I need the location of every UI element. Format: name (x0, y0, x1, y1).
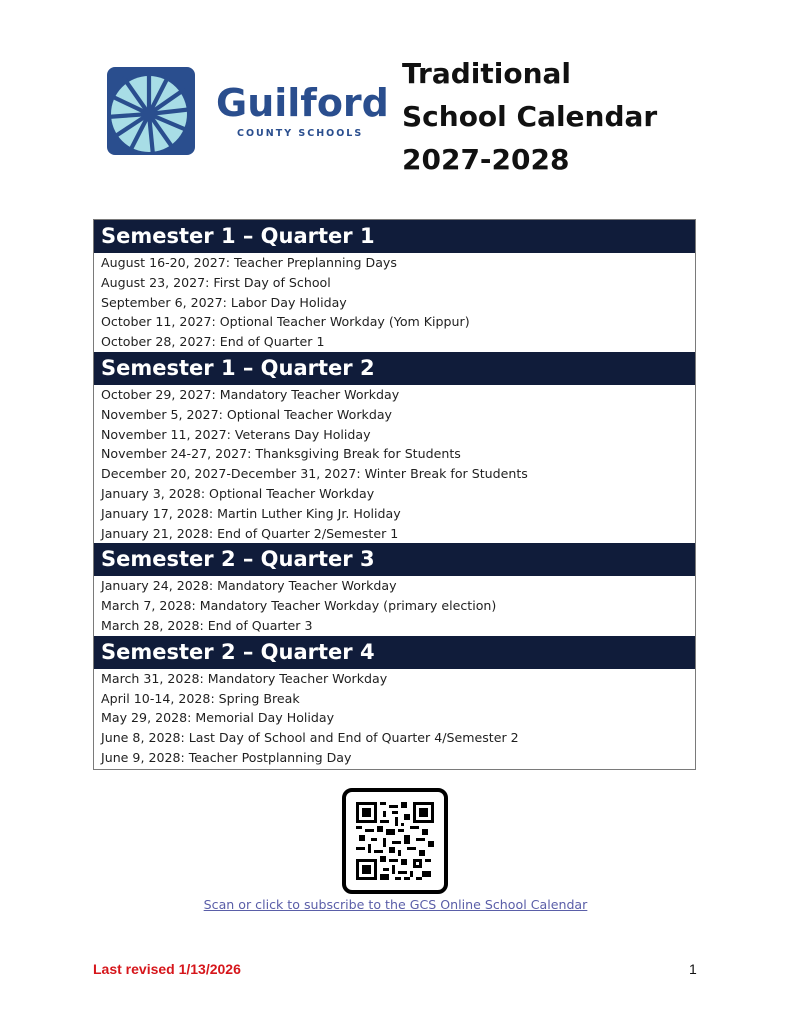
qr-code-icon (356, 802, 434, 880)
title-line: Traditional (402, 57, 572, 90)
guilford-logo (107, 67, 195, 155)
title-line: 2027-2028 (402, 143, 570, 176)
calendar-item: March 7, 2028: Mandatory Teacher Workday (primary election) (101, 598, 497, 614)
section-heading: Semester 2 – Quarter 3 (94, 543, 695, 576)
brand-subtitle: COUNTY SCHOOLS (237, 128, 364, 139)
brand-name: Guilford (216, 81, 389, 125)
calendar-item: January 24, 2028: Mandatory Teacher Workday (101, 578, 397, 594)
calendar-section-q1 (94, 220, 695, 352)
section-heading: Semester 2 – Quarter 4 (94, 636, 695, 669)
calendar-section-q4 (94, 636, 695, 768)
section-heading: Semester 1 – Quarter 1 (94, 220, 695, 253)
calendar-item: December 20, 2027-December 31, 2027: Winter Break for Students (101, 466, 528, 482)
calendar-item: May 29, 2028: Memorial Day Holiday (101, 710, 335, 726)
calendar-item: August 23, 2027: First Day of School (101, 274, 331, 290)
calendar-item: August 16-20, 2027: Teacher Preplanning Days (101, 255, 397, 270)
calendar-item: June 8, 2028: Last Day of School and End of Quarter 4/Semester 2 (101, 730, 519, 746)
calendar-item: June 9, 2028: Teacher Postplanning Day (101, 749, 352, 765)
calendar-item: March 31, 2028: Mandatory Teacher Workday (101, 670, 388, 686)
calendar-item: April 10-14, 2028: Spring Break (101, 690, 300, 706)
calendar-item: January 21, 2028: End of Quarter 2/Semester 1 (101, 525, 399, 541)
section-heading: Semester 1 – Quarter 2 (94, 352, 695, 385)
calendar-item: January 17, 2028: Martin Luther King Jr. Holiday (101, 505, 401, 521)
calendar-item: November 5, 2027: Optional Teacher Workday (101, 406, 392, 422)
calendar-item: October 29, 2027: Mandatory Teacher Workday (101, 386, 400, 402)
calendar-section-q3 (94, 543, 695, 635)
calendar-item: November 24-27, 2027: Thanksgiving Break for Students (101, 446, 461, 462)
calendar-table (93, 219, 696, 770)
calendar-item: October 28, 2027: End of Quarter 1 (101, 334, 325, 350)
sunburst-logo-icon (107, 67, 195, 155)
subscribe-link[interactable]: Scan or click to subscribe to the GCS Online School Calendar (203, 897, 588, 912)
page-title (402, 52, 657, 181)
calendar-item: January 3, 2028: Optional Teacher Workday (101, 485, 375, 501)
last-revised-note: Last revised 1/13/2026 (93, 961, 241, 977)
qr-code[interactable] (342, 788, 448, 894)
calendar-item: March 28, 2028: End of Quarter 3 (101, 617, 313, 633)
calendar-item: September 6, 2027: Labor Day Holiday (101, 294, 347, 310)
calendar-item: November 11, 2027: Veterans Day Holiday (101, 426, 371, 442)
page-number: 1 (689, 961, 697, 977)
title-line: School Calendar (402, 100, 658, 133)
calendar-section-q2 (94, 352, 695, 543)
calendar-item: October 11, 2027: Optional Teacher Workday (Yom Kippur) (101, 314, 470, 330)
